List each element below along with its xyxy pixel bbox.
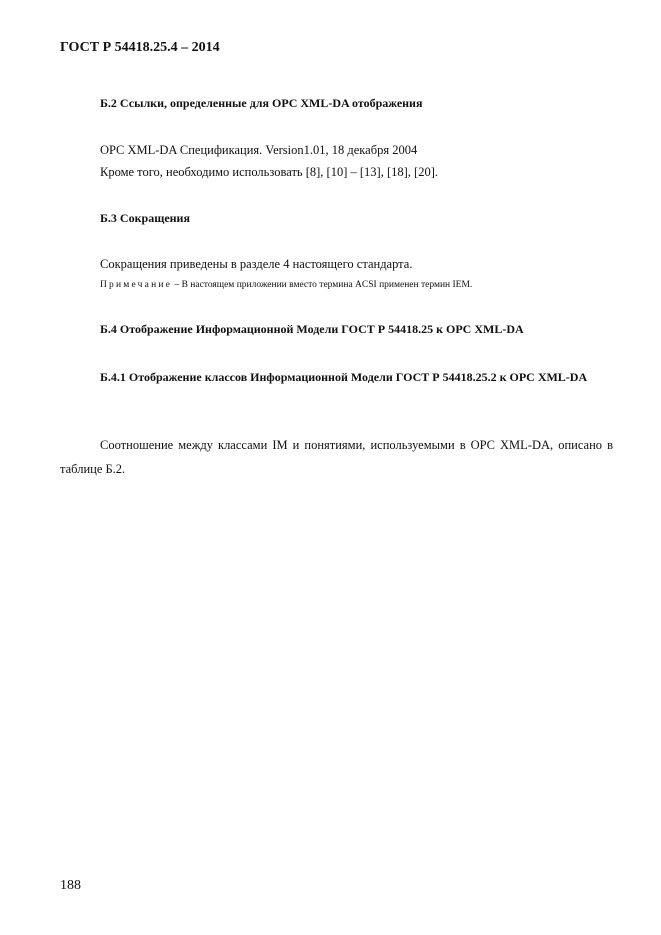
page-number: 188 <box>60 878 81 893</box>
section-b3-heading: Б.3 Сокращения <box>100 211 190 225</box>
note-text: – В настоящем приложении вместо термина ACSI применен термин IEM. <box>172 280 473 290</box>
section-b3-note <box>100 280 472 290</box>
document-header: ГОСТ Р 54418.25.4 – 2014 <box>60 40 220 55</box>
note-label: Примечание <box>100 280 173 290</box>
section-b2-spec-line: OPC XML-DA Спецификация. Version1.01, 18 декабря 2004 <box>100 143 418 157</box>
section-b41-paragraph: Соотношение между классами IM и понятиями, используемыми в OPC XML-DA, описано в таблице Б.2. <box>60 438 613 476</box>
section-b4-heading: Б.4 Отображение Информационной Модели ГОСТ Р 54418.25 к OPC XML-DA <box>100 322 524 336</box>
section-b2-heading: Б.2 Ссылки, определенные для OPC XML-DA отображения <box>100 96 423 110</box>
section-b3-text: Сокращения приведены в разделе 4 настоящего стандарта. <box>100 257 413 271</box>
section-b2-references-line: Кроме того, необходимо использовать [8], [10] – [13], [18], [20]. <box>100 165 438 179</box>
section-b41-heading: Б.4.1 Отображение классов Информационной Модели ГОСТ Р 54418.25.2 к OPC XML-DA <box>100 370 588 384</box>
